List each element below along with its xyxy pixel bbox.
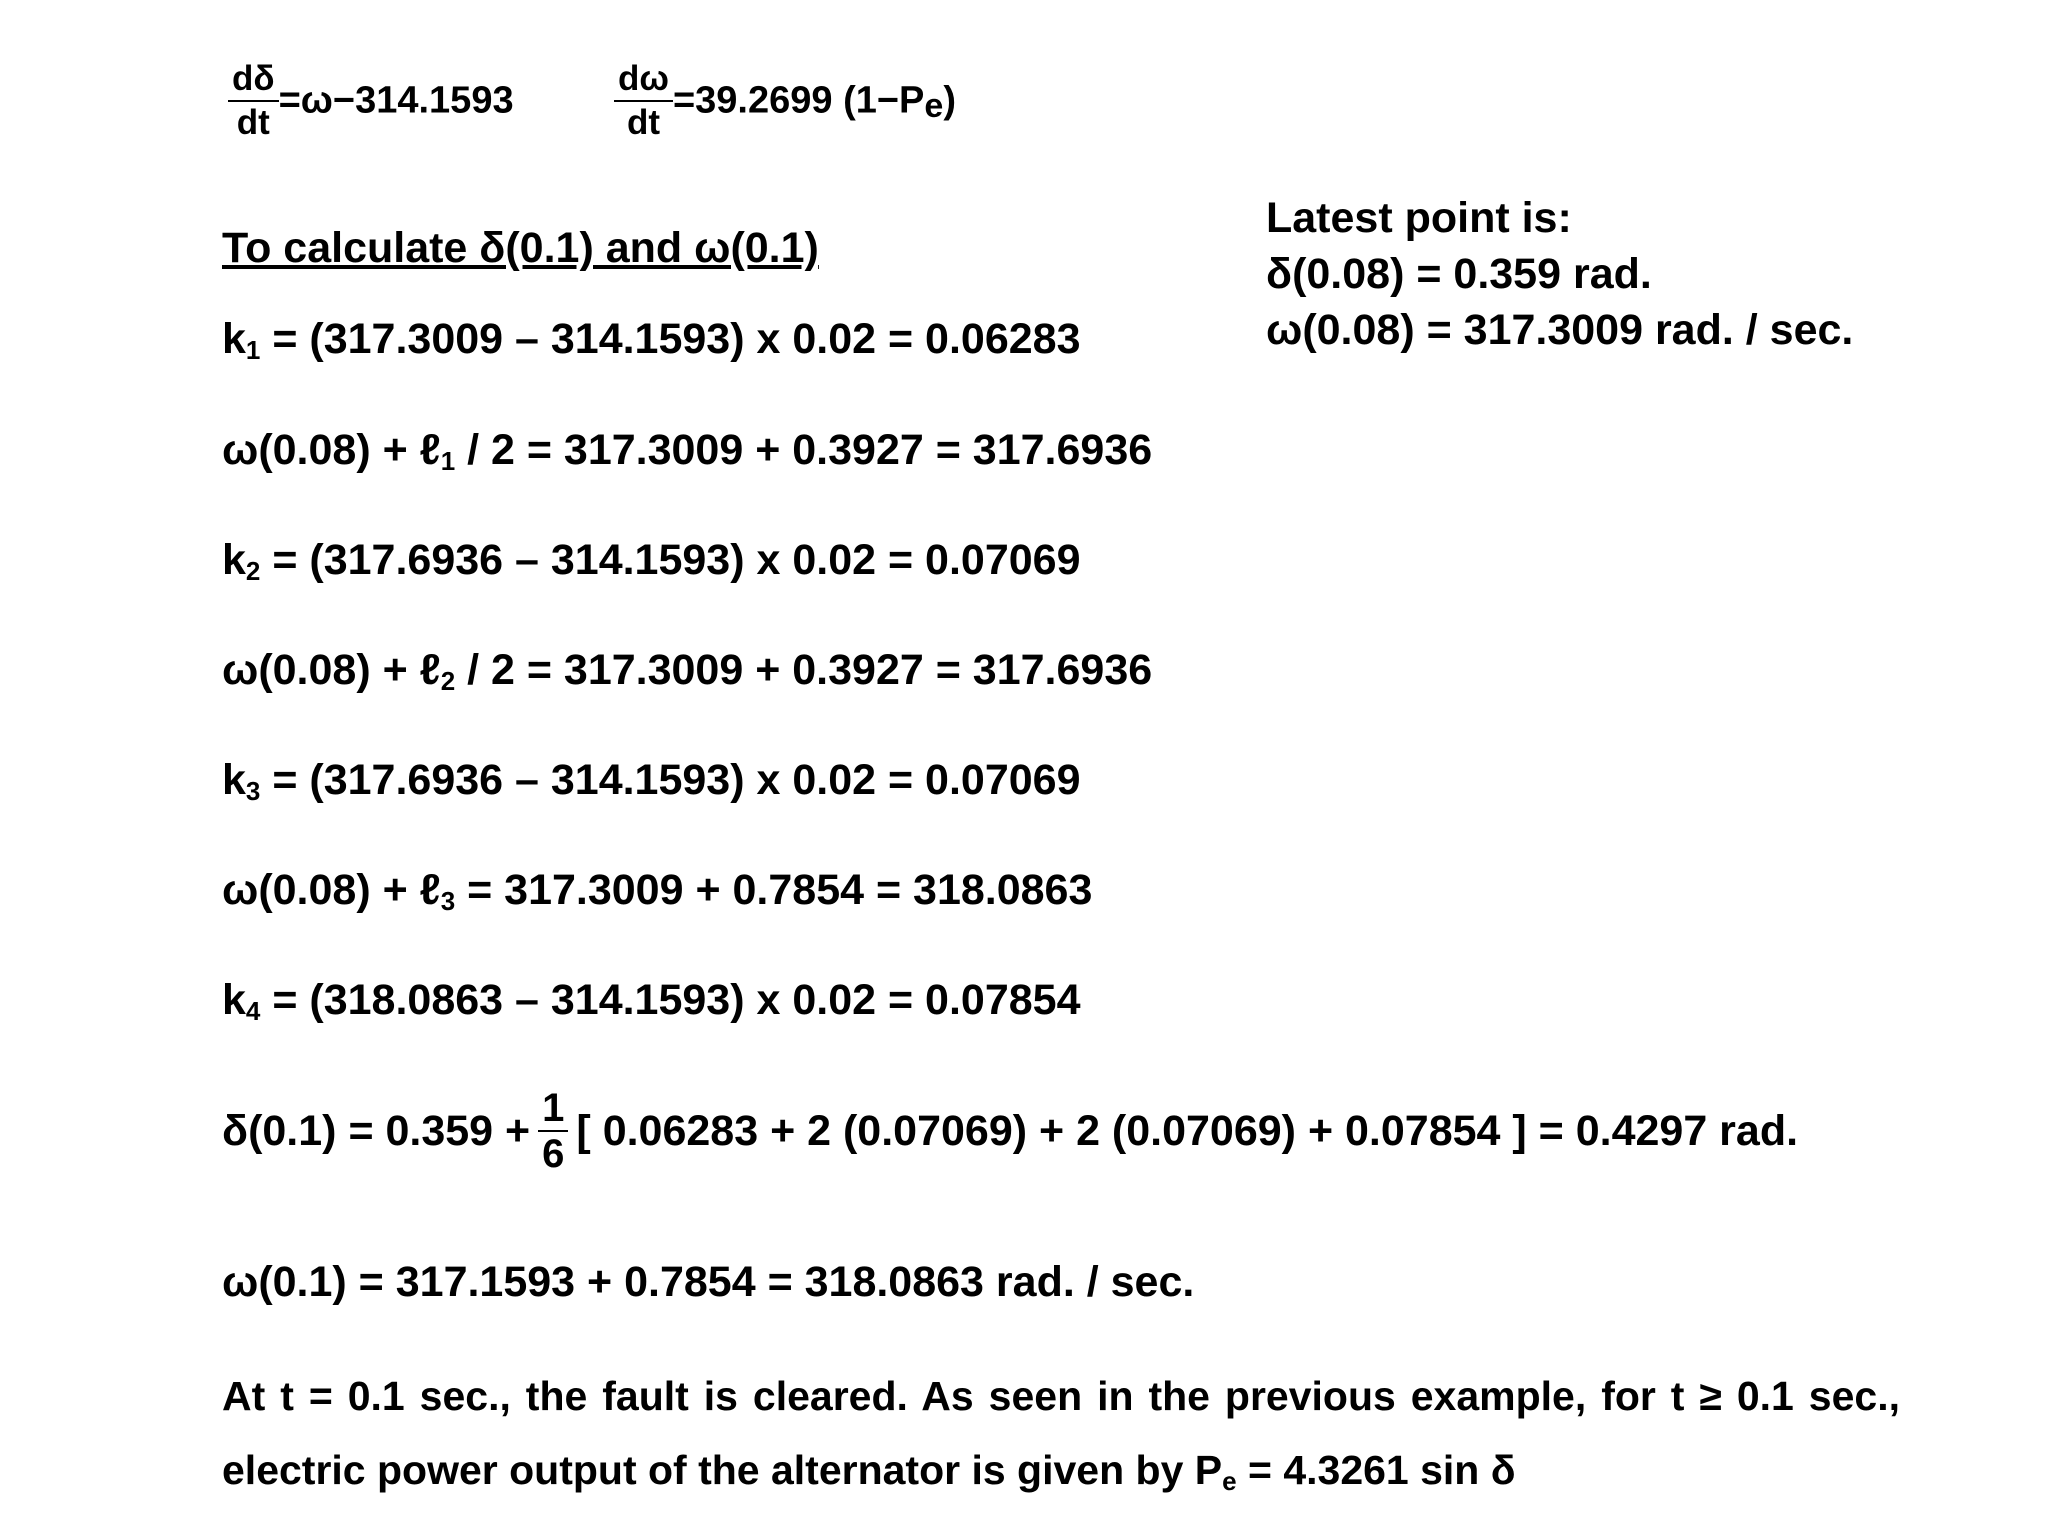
step-subscript: 4 [245, 996, 261, 1026]
step-text: / 2 = 317.3009 + 0.3927 = 317.6936 [455, 646, 1153, 694]
equation-rhs: =ω−314.1593 [278, 79, 514, 122]
step-k3 [222, 754, 1080, 806]
omega-result: ω(0.1) = 317.1593 + 0.7854 = 318.0863 rad. / sec. [222, 1258, 1195, 1306]
step-text: k [222, 536, 246, 584]
step-text: / 2 = 317.3009 + 0.3927 = 317.6936 [455, 426, 1153, 474]
paragraph-subscript: e [1222, 1466, 1237, 1496]
step-text: = (317.6936 – 314.1593) x 0.02 = 0.07069 [260, 536, 1081, 584]
step-text: k [222, 976, 246, 1024]
fraction-denominator: dt [236, 103, 270, 142]
step-subscript: 1 [245, 335, 261, 365]
latest-point-delta: δ(0.08) = 0.359 rad. [1266, 250, 1652, 298]
paragraph-text: At t = 0.1 sec., the fault is cleared. As seen in the previous example, for t ≥ 0.1 sec., electric power output of the alternator is given by P [222, 1373, 1900, 1493]
step-text: = (317.3009 – 314.1593) x 0.02 = 0.06283 [260, 315, 1081, 363]
step-text: k [222, 756, 246, 804]
step-omega-l2 [222, 644, 1152, 696]
step-text: = (318.0863 – 314.1593) x 0.02 = 0.07854 [260, 976, 1081, 1024]
delta-result [222, 1086, 1798, 1176]
section-heading: To calculate δ(0.1) and ω(0.1) [222, 224, 819, 272]
equation-close-paren: ) [943, 79, 956, 122]
fraction-one-sixth [538, 1086, 568, 1176]
step-subscript: 3 [440, 886, 456, 916]
step-subscript: 2 [440, 666, 456, 696]
step-k4 [222, 974, 1080, 1026]
fraction-numerator: dω [614, 58, 673, 102]
step-omega-l1 [222, 424, 1152, 476]
delta-result-prefix: δ(0.1) = 0.359 + [222, 1107, 531, 1155]
step-text: ω(0.08) + ℓ [222, 866, 441, 914]
conclusion-paragraph [222, 1359, 1900, 1507]
fraction-numerator: dδ [228, 58, 279, 102]
equation-subscript: e [924, 87, 944, 126]
latest-point-omega: ω(0.08) = 317.3009 rad. / sec. [1266, 306, 1854, 354]
step-text: = (317.6936 – 314.1593) x 0.02 = 0.07069 [260, 756, 1081, 804]
fraction-domega-dt [614, 58, 673, 144]
fraction-denominator: 6 [542, 1132, 565, 1176]
step-k1 [222, 313, 1080, 365]
step-text: = 317.3009 + 0.7854 = 318.0863 [455, 866, 1093, 914]
paragraph-tail: = 4.3261 sin δ [1236, 1447, 1516, 1493]
step-subscript: 1 [440, 446, 456, 476]
step-k2 [222, 534, 1080, 586]
equation-ddelta-dt [228, 58, 514, 144]
step-subscript: 2 [245, 556, 261, 586]
fraction-ddelta-dt [228, 58, 279, 144]
equation-domega-dt [614, 58, 956, 144]
delta-result-suffix: [ 0.06283 + 2 (0.07069) + 2 (0.07069) + 0.07854 ] = 0.4297 rad. [576, 1107, 1799, 1155]
step-text: ω(0.08) + ℓ [222, 426, 441, 474]
latest-point-title: Latest point is: [1266, 194, 1572, 242]
fraction-numerator: 1 [538, 1086, 568, 1132]
step-subscript: 3 [245, 776, 261, 806]
step-text: k [222, 315, 246, 363]
step-omega-l3 [222, 864, 1092, 916]
fraction-denominator: dt [626, 103, 660, 142]
step-text: ω(0.08) + ℓ [222, 646, 441, 694]
equation-rhs: =39.2699 (1−P [672, 79, 925, 122]
